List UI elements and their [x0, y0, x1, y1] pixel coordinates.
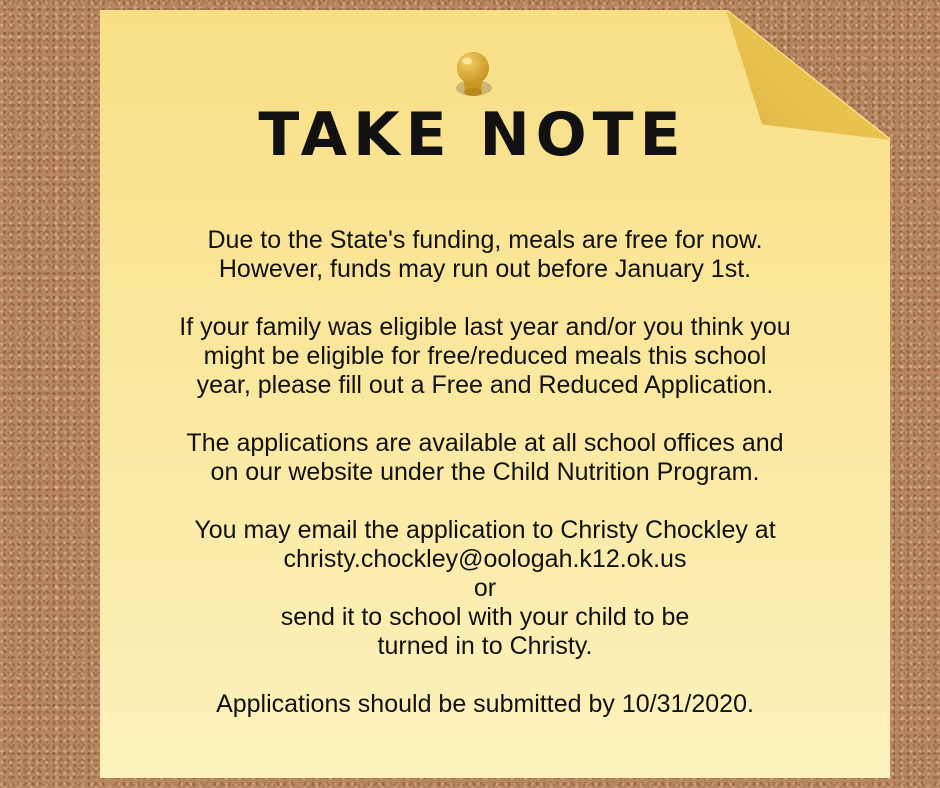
- text-line: If your family was eligible last year and/or you think you: [179, 313, 791, 341]
- paragraph-eligibility: [120, 313, 850, 400]
- text-line: However, funds may run out before January 1st.: [218, 255, 752, 283]
- text-line: or: [473, 574, 497, 602]
- text-line: The applications are available at all school offices and: [186, 429, 784, 457]
- note-body: [120, 226, 850, 748]
- text-line: send it to school with your child to be: [280, 603, 690, 631]
- text-line: might be eligible for free/reduced meals this school: [203, 342, 767, 370]
- text-line: year, please fill out a Free and Reduced Application.: [196, 371, 774, 399]
- paragraph-funding: [120, 226, 850, 284]
- email-address: christy.chockley@oologah.k12.ok.us: [283, 545, 687, 573]
- text-line: Applications should be submitted by 10/31/2020.: [216, 690, 754, 718]
- paragraph-availability: [120, 429, 850, 487]
- paragraph-deadline: [120, 690, 850, 719]
- page-title: TAKE NOTE: [258, 100, 687, 170]
- paragraph-submission: [120, 516, 850, 661]
- text-line: turned in to Christy.: [377, 632, 593, 660]
- text-line: You may email the application to Christy Chockley at: [194, 516, 776, 544]
- text-line: on our website under the Child Nutrition Program.: [210, 458, 760, 486]
- text-line: Due to the State's funding, meals are free for now.: [207, 226, 763, 254]
- push-pin-icon: [448, 48, 498, 104]
